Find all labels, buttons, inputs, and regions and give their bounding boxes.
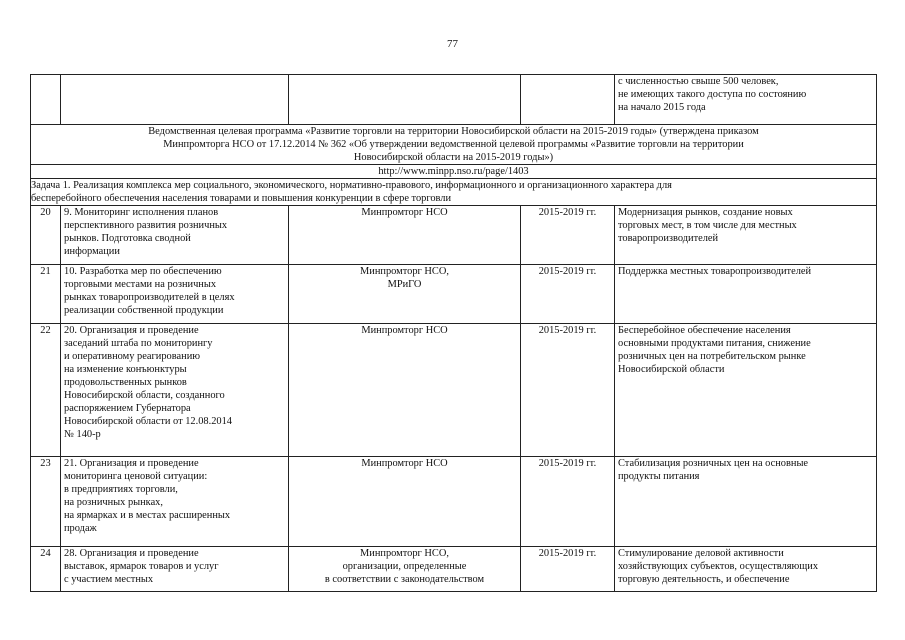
row-executor: Минпромторг НСО (289, 324, 521, 457)
table-row-continuation (31, 75, 877, 125)
task-heading: Задача 1. Реализация комплекса мер социального, экономического, нормативно-правового, информационного и организационного характера для бесперебойного обеспечения населения товарами и повышения конкуренции в сфере торговли (31, 179, 877, 206)
cell-result: с численностью свыше 500 человек, не имеющих такого доступа по состоянию на начало 2015 года (615, 75, 877, 125)
row-measure: 9. Мониторинг исполнения планов перспективного развития розничных рынков. Подготовка сводной информации (61, 206, 289, 265)
table-row (31, 265, 877, 324)
row-measure: 21. Организация и проведение мониторинга ценовой ситуации: в предприятиях торговли, на розничных рынках, на ярмарках и в местах расширенных продаж (61, 457, 289, 547)
row-executor: Минпромторг НСО (289, 457, 521, 547)
cell-executor (289, 75, 521, 125)
row-period: 2015-2019 гг. (521, 265, 615, 324)
cell-period (521, 75, 615, 125)
row-result: Бесперебойное обеспечение населения основными продуктами питания, снижение розничных цен на потребительском рынке Новосибирской области (615, 324, 877, 457)
cell-measure (61, 75, 289, 125)
row-measure: 20. Организация и проведение заседаний штаба по мониторингу и оперативному реагированию на изменение конъюнктуры продовольственных рынков Новосибирской области, созданного распоряжением Губернатора Новосибирской области от 12.08.2014 № 140-р (61, 324, 289, 457)
program-url: http://www.minpp.nso.ru/page/1403 (31, 165, 877, 179)
row-result: Стабилизация розничных цен на основные продукты питания (615, 457, 877, 547)
row-number: 21 (31, 265, 61, 324)
program-title-row (31, 125, 877, 165)
table-row (31, 324, 877, 457)
task-row (31, 179, 877, 206)
row-executor: Минпромторг НСО, МРиГО (289, 265, 521, 324)
row-number: 24 (31, 547, 61, 592)
row-measure: 28. Организация и проведение выставок, ярмарок товаров и услуг с участием местных (61, 547, 289, 592)
row-measure: 10. Разработка мер по обеспечению торговыми местами на розничных рынках товаропроизводителей в целях реализации собственной продукции (61, 265, 289, 324)
table-row (31, 547, 877, 592)
row-period: 2015-2019 гг. (521, 206, 615, 265)
program-table (30, 74, 877, 592)
cell-no (31, 75, 61, 125)
row-result: Поддержка местных товаропроизводителей (615, 265, 877, 324)
row-result: Модернизация рынков, создание новых торговых мест, в том числе для местных товаропроизводителей (615, 206, 877, 265)
row-period: 2015-2019 гг. (521, 547, 615, 592)
page-number: 77 (447, 38, 458, 50)
row-number: 20 (31, 206, 61, 265)
table-row (31, 457, 877, 547)
program-url-row (31, 165, 877, 179)
row-period: 2015-2019 гг. (521, 457, 615, 547)
row-period: 2015-2019 гг. (521, 324, 615, 457)
program-title: Ведомственная целевая программа «Развитие торговли на территории Новосибирской области на 2015-2019 годы» (утверждена приказом Минпромторга НСО от 17.12.2014 № 362 «Об утверждении ведомственной целевой программы «Развитие торговли на территории Новосибирской области на 2015-2019 годы») (31, 125, 877, 165)
row-executor: Минпромторг НСО, организации, определенные в соответствии с законодательством (289, 547, 521, 592)
row-number: 23 (31, 457, 61, 547)
row-number: 22 (31, 324, 61, 457)
row-executor: Минпромторг НСО (289, 206, 521, 265)
row-result: Стимулирование деловой активности хозяйствующих субъектов, осуществляющих торговую деятельность, и обеспечение (615, 547, 877, 592)
table-row (31, 206, 877, 265)
